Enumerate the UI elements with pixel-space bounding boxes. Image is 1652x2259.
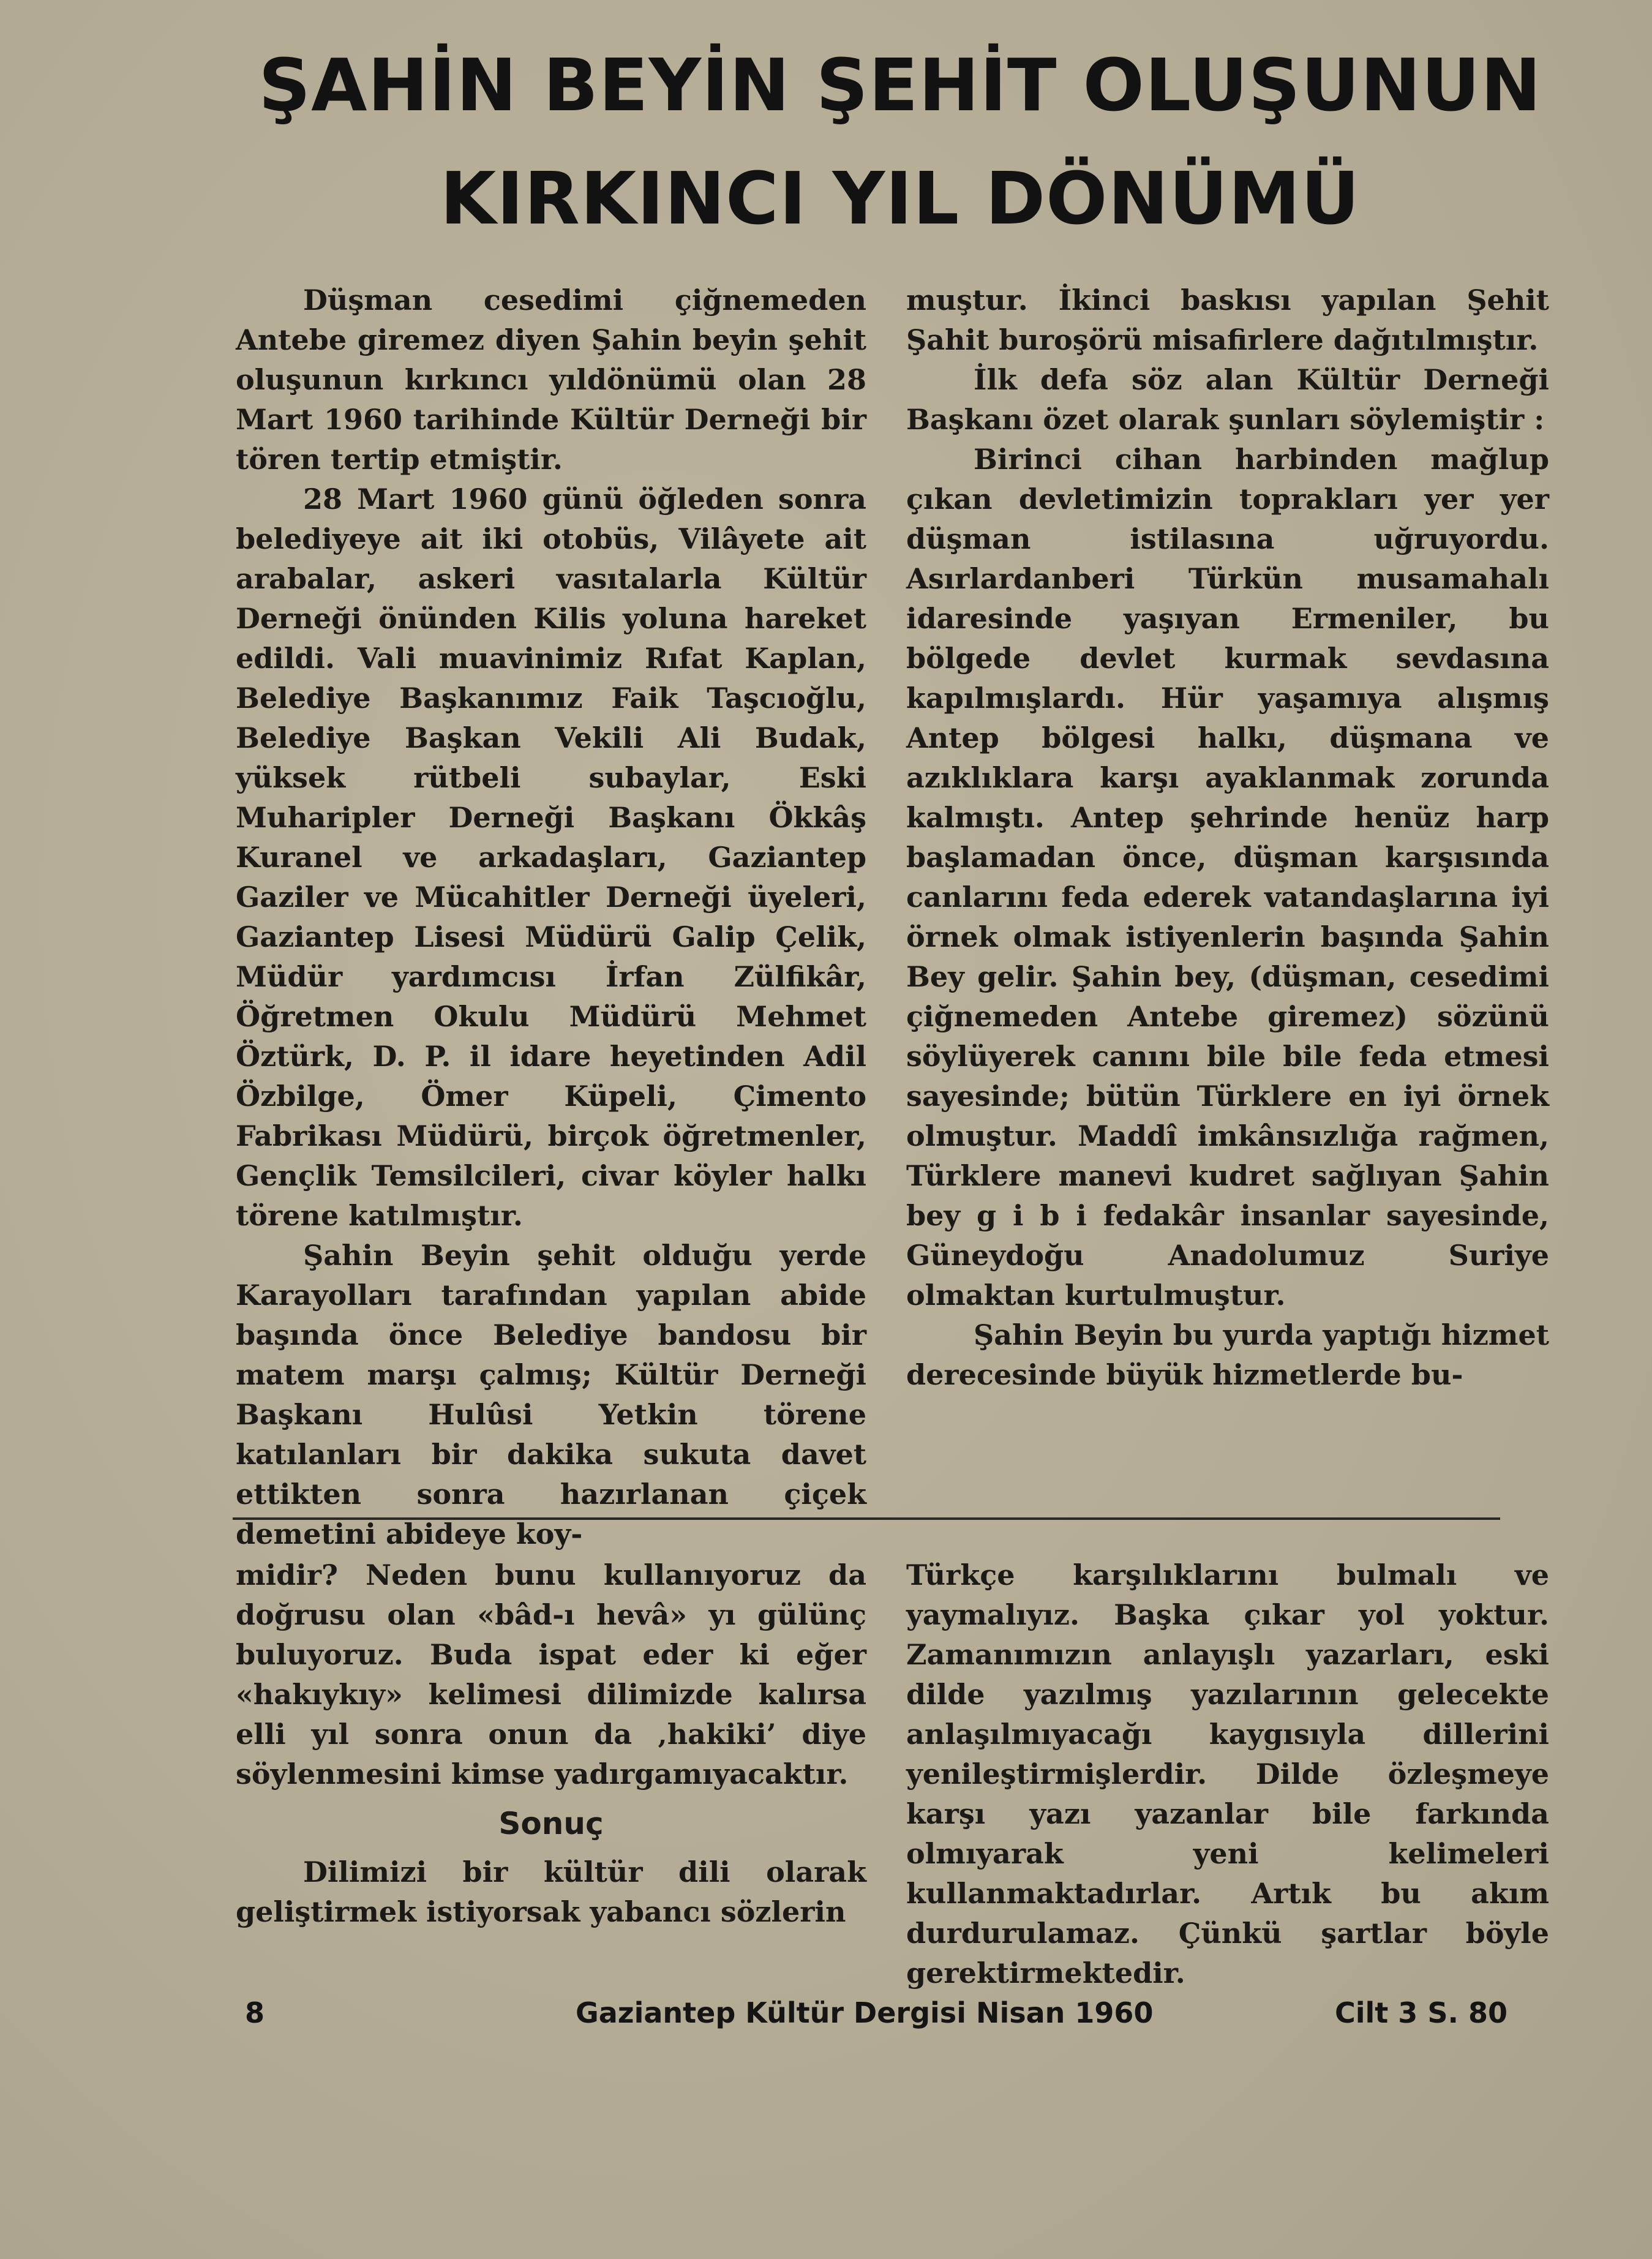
page-number: 8	[245, 1996, 265, 2029]
journal-name: Gaziantep Kültür Dergisi Nisan 1960	[576, 1996, 1154, 2029]
paragraph: midir? Neden bunu kullanıyoruz da doğrusu olan «bâd-ı hevâ» yı gülünç buluyoruz. Buda ispat eder ki eğer «hakıykıy» kelimesi dilimizde kalırsa elli yıl sonra onun da ‚hakiki’ diye söylenmesini kimse yadırgamıyacaktır.	[236, 1558, 866, 1791]
previous-article-column-1	[236, 1555, 866, 1932]
paragraph: İlk defa söz alan Kültür Derneği Başkanı özet olarak şunları söylemiştir :	[906, 363, 1549, 436]
article-title-line-2: KIRKINCI YIL DÖNÜMÜ	[440, 156, 1361, 241]
article-column-1	[236, 280, 866, 1554]
previous-article-column-2	[906, 1555, 1549, 1993]
paragraph: Şahin Beyin bu yurda yaptığı hizmet derecesinde büyük hizmetlerde bu-	[906, 1318, 1549, 1391]
paragraph: Birinci cihan harbinden mağlup çıkan devletimizin toprakları yer yer düşman istilasına uğruyordu. Asırlardanberi Türkün musamahalı idaresinde yaşıyan Ermeniler, bu bölgede devlet kurmak sevdasına kapılmışlardı. Hür yaşamıya alışmış Antep bölgesi halkı, düşmana ve azıklıklara karşı ayaklanmak zorunda kalmıştı. Antep şehrinde henüz harp başlamadan önce, düşman karşısında canlarını feda ederek vatandaşlarına iyi örnek olmak istiyenlerin başında Şahin Bey gelir. Şahin bey, (düşman, cesedimi çiğnemeden Antebe giremez) sözünü söylüyerek canını bile bile feda etmesi sayesinde; bütün Türklere en iyi örnek olmuştur. Maddî imkânsızlığa rağmen, Türklere manevi kudret sağlıyan Şahin bey g i b i fedakâr insanlar sayesinde, Güneydoğu Anadolumuz Suriye olmaktan kurtulmuştur.	[906, 443, 1549, 1312]
article-column-2	[906, 280, 1549, 1395]
paragraph: Şahin Beyin şehit olduğu yerde Karayolları tarafından yapılan abide başında önce Belediye bandosu bir matem marşı çalmış; Kültür Derneği Başkanı Hulûsi Yetkin törene katılanları bir dakika sukuta davet ettikten sonra hazırlanan çiçek demetini abideye koy-	[236, 1239, 866, 1550]
volume-issue: Cilt 3 S. 80	[1335, 1996, 1507, 2029]
section-divider	[233, 1517, 1500, 1520]
paragraph: Türkçe karşılıklarını bulmalı ve yaymalıyız. Başka çıkar yol yoktur. Zamanımızın anlayışlı yazarları, eski dilde yazılmış yazılarının gelecekte anlaşılmıyacağı kaygısıyla dillerini yenileştirmişlerdir. Dilde özleşmeye karşı yazı yazanlar bile farkında olmıyarak yeni kelimeleri kullanmaktadırlar. Artık bu akım durdurulamaz. Çünkü şartlar böyle gerektirmektedir.	[906, 1558, 1549, 1990]
paragraph: Dilimizi bir kültür dili olarak geliştirmek istiyorsak yabancı sözlerin	[236, 1855, 866, 1928]
section-heading: Sonuç	[498, 1806, 604, 1841]
paragraph: 28 Mart 1960 günü öğleden sonra belediyeye ait iki otobüs, Vilâyete ait arabalar, askeri vasıtalarla Kültür Derneği önünden Kilis yoluna hareket edildi. Vali muavinimiz Rıfat Kaplan, Belediye Başkanımız Faik Taşcıoğlu, Belediye Başkan Vekili Ali Budak, yüksek rütbeli subaylar, Eski Muharipler Derneği Başkanı Ökkâş Kuranel ve arkadaşları, Gaziantep Gaziler ve Mücahitler Derneği üyeleri, Gaziantep Lisesi Müdürü Galip Çelik, Müdür yardımcısı İrfan Zülfikâr, Öğretmen Okulu Müdürü Mehmet Öztürk, D. P. il idare heyetinden Adil Özbilge, Ömer Küpeli, Çimento Fabrikası Müdürü, birçok öğretmenler, Gençlik Temsilcileri, civar köyler halkı törene katılmıştır.	[236, 483, 866, 1232]
paragraph: Düşman cesedimi çiğnemeden Antebe giremez diyen Şahin beyin şehit oluşunun kırkıncı yıldönümü olan 28 Mart 1960 tarihinde Kültür Derneği bir tören tertip etmiştir.	[236, 284, 866, 476]
article-title-line-1: ŞAHİN BEYİN ŞEHİT OLUŞUNUN	[258, 43, 1542, 127]
paragraph: muştur. İkinci baskısı yapılan Şehit Şahit buroşörü misafirlere dağıtılmıştır.	[906, 284, 1549, 356]
